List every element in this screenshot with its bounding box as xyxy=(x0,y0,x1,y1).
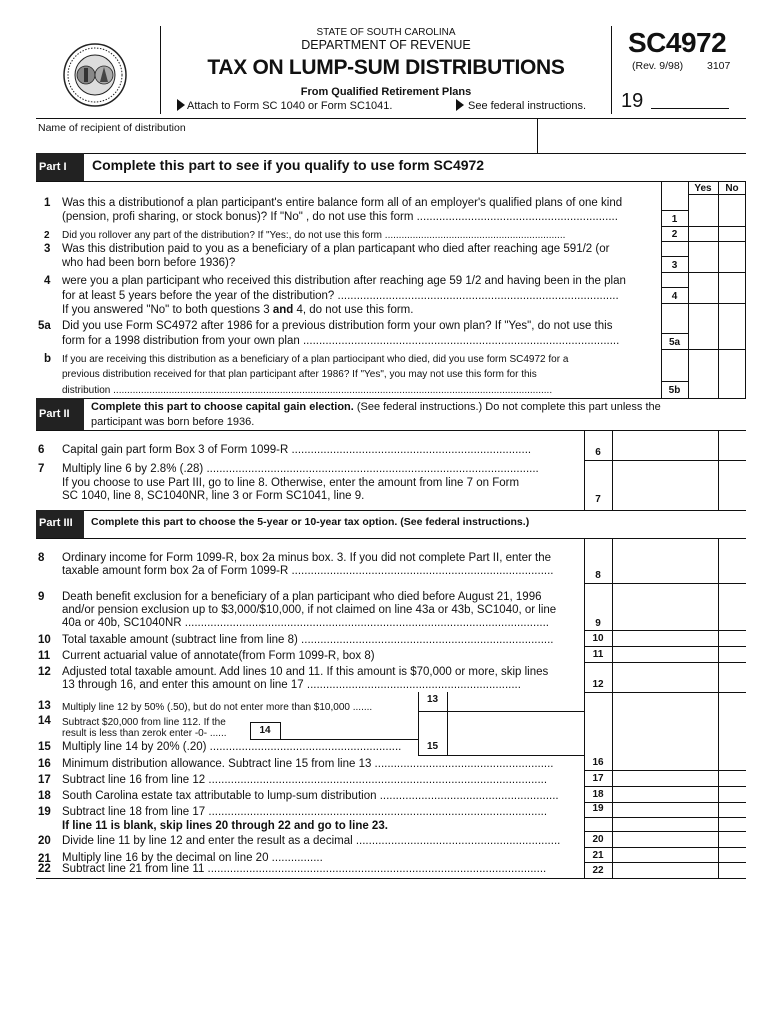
line-5a-text: Did you use Form SC4972 after 1986 for a previous distribution form your own plan? If "Yes", do not use this xyxy=(62,320,613,332)
line-number: b xyxy=(44,353,52,365)
no-column-header: No xyxy=(725,183,739,194)
line-7-text: Multiply line 6 by 2.8% (.28) ........................................................................................................ xyxy=(62,463,539,475)
line-6-amount-field[interactable] xyxy=(613,431,717,459)
line-12-text: Adjusted total taxable amount. Add lines 10 and 11. If this amount is $70,000 or more, skip lines xyxy=(62,666,549,678)
line-box-label: 6 xyxy=(595,447,601,458)
line-box-label: 22 xyxy=(592,865,604,876)
ssn-field[interactable] xyxy=(540,120,744,151)
line-number: 13 xyxy=(38,700,51,712)
line-box-label: 14 xyxy=(259,725,271,736)
line-21-amount-field[interactable] xyxy=(613,848,717,861)
line-9-text: and/or pension exclusion up to $3,000/$10,000, if not claimed on line 43a or 43b, SC1040, or line xyxy=(62,604,557,616)
line-3-text: who had been born before 1936)? xyxy=(62,257,236,269)
department-name: DEPARTMENT OF REVENUE xyxy=(301,38,471,52)
line-number: 19 xyxy=(38,806,51,818)
part-2-badge: Part II xyxy=(39,408,70,420)
form-number: SC4972 xyxy=(628,27,727,58)
line-number: 21 xyxy=(38,853,51,865)
line-box-label: 4 xyxy=(671,291,678,302)
line-number: 6 xyxy=(38,444,45,456)
line-16-text: Minimum distribution allowance. Subtract line 15 from line 13 ........................................................ xyxy=(62,758,554,770)
line-9-amount-field[interactable] xyxy=(613,584,717,629)
line-20-amount-field[interactable] xyxy=(613,832,717,846)
line-9-text: Death benefit exclusion for a beneficiary of a plan participant who died before August 21, 1996 xyxy=(62,591,542,603)
line-13-text: Multiply line 12 by 50% (.50), but do not enter more than $10,000 ....... xyxy=(62,702,373,713)
line-7-text: If you choose to use Part III, go to line 8. Otherwise, enter the amount from line 7 on Form xyxy=(62,477,520,489)
line-15-text: Multiply line 14 by 20% (.20) ............................................................ xyxy=(62,741,402,753)
line-number: 10 xyxy=(38,634,51,646)
line-5a-text: form for a 1998 distribution from your own plan ................................................................................................... xyxy=(62,335,620,347)
line-8-text: taxable amount form box 2a of Form 1099-R .................................................................................. xyxy=(62,565,554,577)
line-number: 17 xyxy=(38,774,51,786)
line-3-text: Was this distribution paid to you as a beneficiary of a plan particapant who died after reaching age 591/2 (or xyxy=(62,243,610,255)
state-seal xyxy=(62,42,128,108)
line-4-text: were you a plan participant who received this distribution after reaching age 59 1/2 and having been in the plan xyxy=(62,275,626,287)
line-number: 18 xyxy=(38,790,51,802)
form-subtitle: From Qualified Retirement Plans xyxy=(300,86,472,98)
line-box-label: 19 xyxy=(592,803,604,814)
line-number: 12 xyxy=(38,666,51,678)
line-box-label: 16 xyxy=(592,757,604,768)
recipient-name-field[interactable] xyxy=(38,135,534,149)
line-1-text: (pension, profi sharing, or stock bonus)? If "No" , do not use this form ............................................................... xyxy=(62,211,618,223)
line-5b-no-checkbox[interactable] xyxy=(719,350,745,398)
line-5a-no-checkbox[interactable] xyxy=(719,304,745,348)
part-3-badge: Part III xyxy=(39,517,73,529)
line-6-text: Capital gain part form Box 3 of Form 1099-R ........................................................................... xyxy=(62,444,532,456)
tax-year-field[interactable] xyxy=(651,108,729,109)
state-name: STATE OF SOUTH CAROLINA xyxy=(316,27,456,38)
line-14-text: result is less than zerok enter -0- ...... xyxy=(62,728,227,739)
line-4-note: If you answered "No" to both questions 3 and 4, do not use this form. xyxy=(62,304,414,316)
line-5a-yes-checkbox[interactable] xyxy=(689,304,717,348)
line-22-amount-field[interactable] xyxy=(613,863,717,877)
form-title: TAX ON LUMP-SUM DISTRIBUTIONS xyxy=(207,56,565,79)
line-box-label: 7 xyxy=(595,494,601,505)
line-number: 9 xyxy=(38,591,45,603)
line-11-amount-field[interactable] xyxy=(613,647,717,661)
line-5b-text: If you are receiving this distribution as a beneficiary of a plan partiocipant who died, did you use form SC4972 for a xyxy=(62,354,569,365)
line-15-amount-field[interactable] xyxy=(448,740,583,754)
line-number: 16 xyxy=(38,758,51,770)
line-2-yes-checkbox[interactable] xyxy=(689,227,717,240)
line-19-note: If line 11 is blank, skip lines 20 through 22 and go to line 23. xyxy=(62,820,388,832)
line-1-no-checkbox[interactable] xyxy=(719,195,745,225)
form-revision: (Rev. 9/98) xyxy=(632,60,684,72)
line-box-label: 10 xyxy=(592,633,604,644)
line-box-label: 2 xyxy=(671,229,678,240)
line-13-amount-field[interactable] xyxy=(448,693,583,710)
line-8-text: Ordinary income for Form 1099-R, box 2a minus box. 3. If you did not complete Part II, enter the xyxy=(62,552,551,564)
attach-instruction: Attach to Form SC 1040 or Form SC1041. xyxy=(187,100,393,112)
line-10-amount-field[interactable] xyxy=(613,631,717,645)
line-5b-text: distribution .............................................................................................................................................................. xyxy=(62,385,553,396)
part-2-title: Complete this part to choose capital gain election. (See federal instructions.) Do not complete this part unless the xyxy=(91,401,661,413)
line-4-text: for at least 5 years before the year of the distribution? ........................................................................................ xyxy=(62,290,619,302)
line-3-no-checkbox[interactable] xyxy=(719,242,745,271)
line-10-text: Total taxable amount (subtract line from line 8) ............................................................................... xyxy=(62,634,554,646)
line-4-yes-checkbox[interactable] xyxy=(689,273,717,302)
line-number: 5a xyxy=(38,320,51,332)
line-number: 1 xyxy=(44,197,51,209)
line-19-amount-field[interactable] xyxy=(613,803,717,816)
line-18-text: South Carolina estate tax attributable to lump-sum distribution ........................................................ xyxy=(62,790,559,802)
line-number: 14 xyxy=(38,715,51,727)
line-16-amount-field[interactable] xyxy=(613,756,717,769)
line-8-amount-field[interactable] xyxy=(613,539,717,582)
line-17-amount-field[interactable] xyxy=(613,771,717,785)
line-18-amount-field[interactable] xyxy=(613,787,717,801)
line-17-text: Subtract line 16 from line 12 .......................................................................................................... xyxy=(62,774,548,786)
line-7-text: SC 1040, line 8, SC1040NR, line 3 or Form SC1041, line 9. xyxy=(62,490,365,502)
line-21-text: Multiply line 16 by the decimal on line 20 ................ xyxy=(62,852,323,864)
part-3-title: Complete this part to choose the 5-year or 10-year tax option. (See federal instructions.) xyxy=(91,516,530,528)
line-4-no-checkbox[interactable] xyxy=(719,273,745,302)
line-box-label: 17 xyxy=(592,773,604,784)
line-9-text: 40a or 40b, SC1040NR .................................................................................................................. xyxy=(62,617,549,629)
line-14-text: Subtract $20,000 from line 112. If the xyxy=(62,717,226,728)
line-number: 8 xyxy=(38,552,45,564)
line-14-amount-field[interactable] xyxy=(281,723,417,738)
part-1-badge: Part I xyxy=(39,161,67,173)
line-number: 22 xyxy=(38,863,51,875)
line-22-text: Subtract line 21 from line 11 .......................................................................................................... xyxy=(62,863,547,875)
line-box-label: 3 xyxy=(671,260,678,271)
line-box-label: 13 xyxy=(426,694,439,705)
recipient-name-label: Name of recipient of distribution xyxy=(38,122,186,134)
line-number: 2 xyxy=(44,230,50,241)
line-box-label: 11 xyxy=(592,649,604,660)
line-number: 7 xyxy=(38,463,45,475)
line-20-text: Divide line 11 by line 12 and enter the result as a decimal ................................................................ xyxy=(62,835,561,847)
part-2-title: participant was born before 1936. xyxy=(91,416,255,428)
line-box-label: 18 xyxy=(592,789,604,800)
line-1-yes-checkbox[interactable] xyxy=(689,195,717,225)
line-1-text: Was this a distributionof a plan participant's entire balance form all of an employer's qualified plans of one kind xyxy=(62,197,623,209)
line-5b-text: previous distribution received for that plan participant after 1986? If "Yes", you may not use this form for this xyxy=(62,369,537,380)
line-box-label: 15 xyxy=(426,741,439,752)
line-box-label: 12 xyxy=(592,679,604,690)
line-box-label: 21 xyxy=(592,850,604,861)
line-box-label: 5a xyxy=(668,337,681,348)
tax-year-label: 19 xyxy=(621,90,644,112)
line-19-text: Subtract line 18 from line 17 .......................................................................................................... xyxy=(62,806,548,818)
line-number: 4 xyxy=(44,275,51,287)
line-2-no-checkbox[interactable] xyxy=(719,227,745,240)
line-box-label: 9 xyxy=(595,618,601,629)
line-box-label: 5b xyxy=(668,385,681,396)
line-box-label: 1 xyxy=(671,214,678,225)
line-number: 11 xyxy=(38,650,51,662)
line-number: 15 xyxy=(38,741,51,753)
line-box-label: 20 xyxy=(592,834,604,845)
line-2-text: Did you rollover any part of the distribution? If "Yes:, do not use this form ................................................................. xyxy=(62,230,566,241)
line-5b-yes-checkbox[interactable] xyxy=(689,350,717,398)
arrow-icon xyxy=(456,99,464,111)
line-12-text: 13 through 16, and enter this amount on line 17 ................................................................... xyxy=(62,679,521,691)
line-7-amount-field[interactable] xyxy=(613,461,717,509)
arrow-icon xyxy=(177,99,185,111)
form-code: 3107 xyxy=(707,60,731,72)
line-box-label: 8 xyxy=(595,570,601,581)
line-number: 20 xyxy=(38,835,51,847)
line-12-amount-field[interactable] xyxy=(613,663,717,691)
line-11-text: Current actuarial value of annotate(from Form 1099-R, box 8) xyxy=(62,650,375,662)
line-3-yes-checkbox[interactable] xyxy=(689,242,717,271)
line-number: 3 xyxy=(44,243,51,255)
part-1-title: Complete this part to see if you qualify to use form SC4972 xyxy=(92,157,485,173)
yes-column-header: Yes xyxy=(694,183,712,194)
see-instructions: See federal instructions. xyxy=(468,100,587,112)
